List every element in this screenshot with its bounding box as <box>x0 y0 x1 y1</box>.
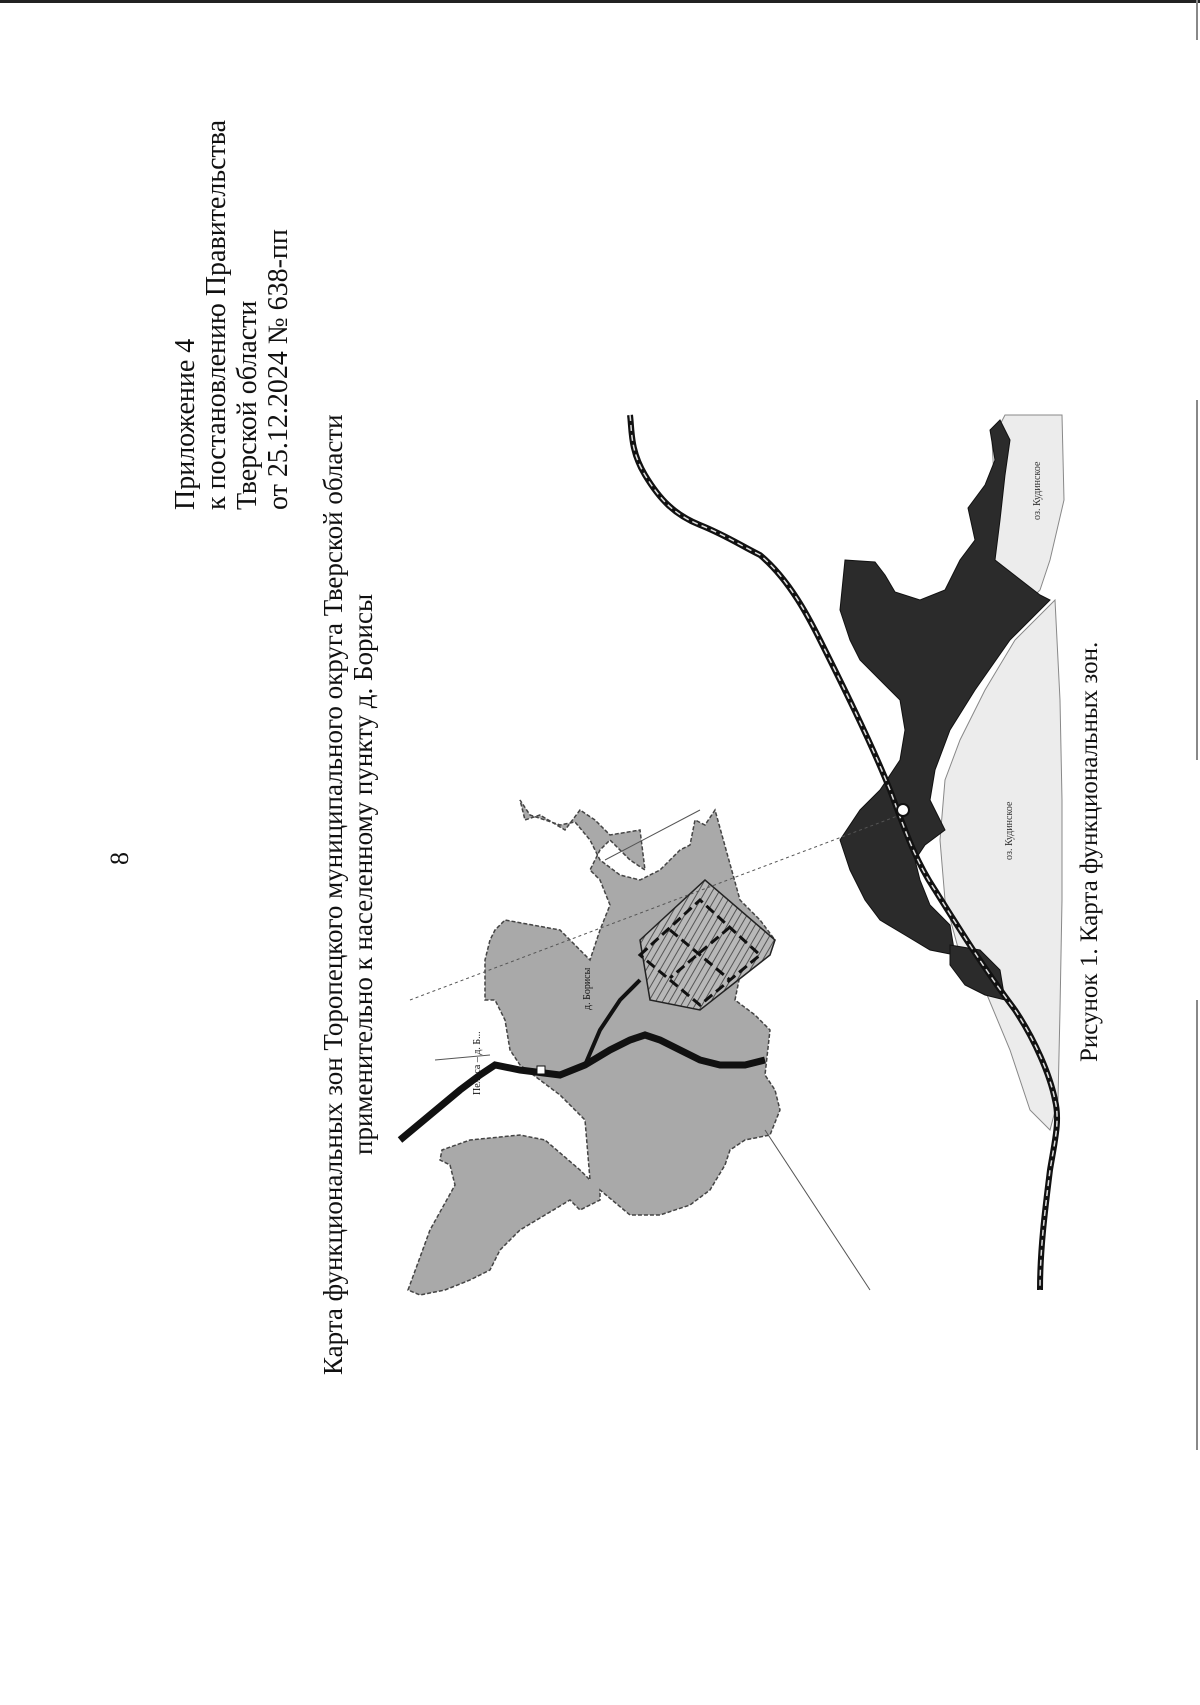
settlement-label: д. Борисы <box>582 967 593 1010</box>
map-subtitle: применительно к населенному пункту д. Борисы <box>348 593 378 1155</box>
lake-label-south: оз. Кудинское <box>1004 801 1015 860</box>
junction-marker <box>897 804 909 816</box>
appendix-label: Приложение 4 <box>170 338 201 510</box>
appendix-region: Тверской области <box>232 300 263 510</box>
map-title: Карта функциональных зон Торопецкого муниципального округа Тверской области <box>318 414 348 1375</box>
building-marker <box>537 1066 545 1074</box>
figure-caption: Рисунок 1. Карта функциональных зон. <box>1076 641 1103 1062</box>
appendix-resolution: к постановлению Правительства <box>201 119 232 510</box>
road-label: Пелеса – д. Б... <box>472 1031 483 1095</box>
appendix-date-number: от 25.12.2024 № 638-пп <box>263 229 294 510</box>
lake-label-north: оз. Кудинское <box>1032 461 1043 520</box>
page-number: 8 <box>105 852 134 865</box>
